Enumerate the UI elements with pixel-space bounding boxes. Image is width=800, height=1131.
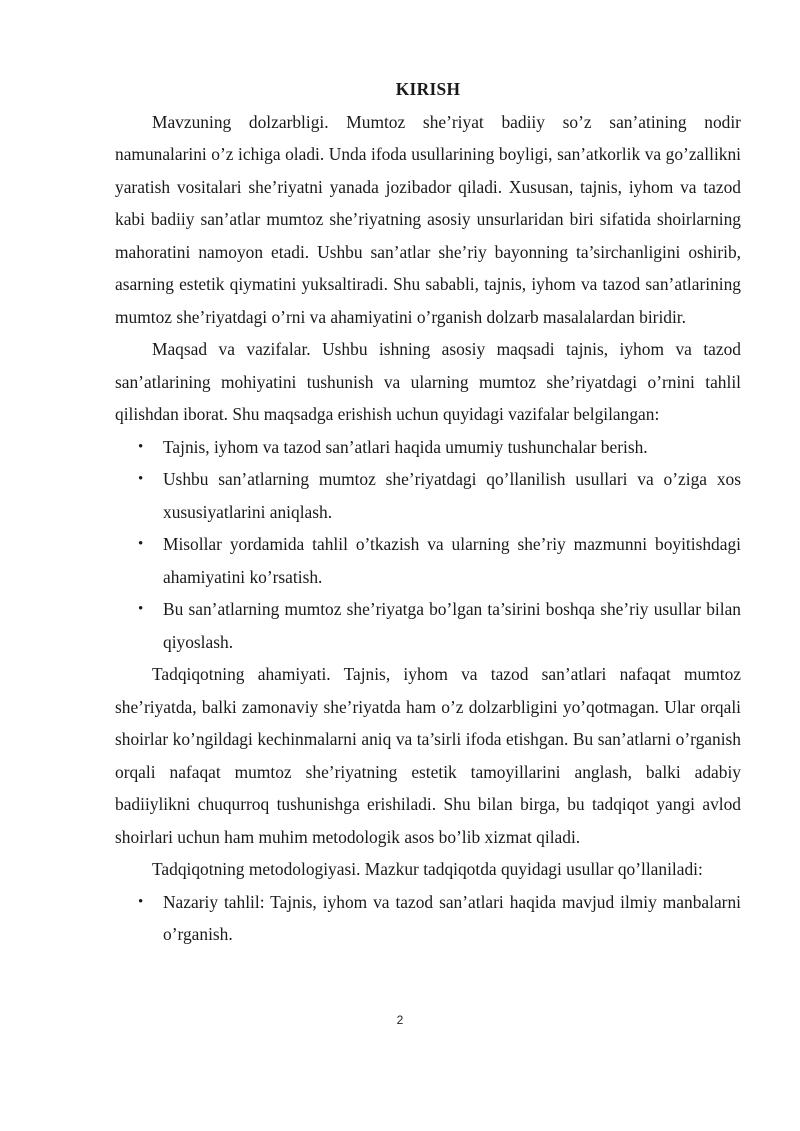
goals-lead: Maqsad va vazifalar. bbox=[152, 339, 311, 359]
methodology-list bbox=[115, 886, 741, 951]
list-item bbox=[115, 528, 741, 593]
list-item bbox=[115, 886, 741, 951]
goals-paragraph bbox=[115, 333, 741, 431]
relevance-paragraph bbox=[115, 106, 741, 334]
bullet-icon: • bbox=[138, 438, 144, 455]
page-content bbox=[115, 73, 741, 951]
page-title: KIRISH bbox=[395, 79, 461, 99]
methodology-paragraph: Tadqiqotning metodologiyasi. Mazkur tadqiqotda quyidagi usullar qo’llaniladi: bbox=[152, 859, 703, 879]
list-item-text: Nazariy tahlil: Tajnis, iyhom va tazod san’atlari haqida mavjud ilmiy manbalarni o’rganish. bbox=[163, 891, 741, 944]
page-number: 2 bbox=[396, 1013, 404, 1027]
relevance-text: Mumtoz she’riyat badiiy so’z san’atining nodir namunalarini o’z ichiga oladi. Unda ifoda usullarining boyligi, san’atkorlik va go’zallikni yaratish vositalari she’riyatni yanada jozibador qiladi. Xususan, tajnis, iyhom va tazod kabi badiiy san’atlar mumtoz she’riyatning asosiy unsurlaridan biri sifatida shoirlarning mahoratini namoyon etadi. Ushbu san’atlar she’riy bayonning ta’sirchanligini oshirib, asarning estetik qiymatini yuksaltiradi. Shu sababli, tajnis, iyhom va tazod san’atlarining mumtoz she’riyatdagi o’rni va ahamiyatini o’rganish dolzarb masalalardan biridir. bbox=[115, 111, 741, 327]
bullet-icon: • bbox=[138, 893, 144, 910]
list-item-text: Misollar yordamida tahlil o’tkazish va ularning she’riy mazmunni boyitishdagi ahamiyatini ko’rsatish. bbox=[163, 534, 741, 587]
list-item bbox=[115, 431, 741, 464]
bullet-icon: • bbox=[138, 471, 144, 487]
list-item-text: Tajnis, iyhom va tazod san’atlari haqida umumiy tushunchalar berish. bbox=[163, 436, 648, 457]
relevance-lead: Mavzuning dolzarbligi. bbox=[152, 111, 329, 132]
significance-paragraph: Tadqiqotning ahamiyati. Tajnis, iyhom va tazod san’atlari nafaqat mumtoz she’riyatda, balki zamonaviy she’riyatda ham o’z dolzarbligini yo’qotmagan. Ular orqali shoirlar ko’ngildagi kechinmalarni aniq va ta’sirli ifoda etishgan. Bu san’atlarni o’rganish orqali nafaqat mumtoz she’riyatning estetik tamoyillarini anglash, balki adabiy badiiylikni chuqurroq tushunishga erishiladi. Shu bilan birga, bu tadqiqot yangi avlod shoirlari uchun ham muhim metodologik asos bo’lib xizmat qiladi. bbox=[115, 664, 741, 847]
list-item bbox=[115, 593, 741, 658]
bullet-icon: • bbox=[138, 536, 144, 552]
list-item bbox=[115, 463, 741, 528]
goals-text: Ushbu ishning asosiy maqsadi tajnis, iyhom va tazod san’atlarining mohiyatini tushunish va ularning mumtoz she’riyatdagi o’rnini tahlil qilishdan iborat. Shu maqsadga erishish uchun quyidagi vazifalar belgilangan: bbox=[115, 339, 741, 424]
list-item-text: Bu san’atlarning mumtoz she’riyatga bo’lgan ta’sirini boshqa she’riy usullar bilan qiyoslash. bbox=[163, 599, 741, 652]
goals-list bbox=[115, 431, 741, 659]
list-item-text: Ushbu san’atlarning mumtoz she’riyatdagi qo’llanilish usullari va o’ziga xos xususiyatlarini aniqlash. bbox=[163, 469, 741, 522]
bullet-icon: • bbox=[138, 601, 144, 617]
